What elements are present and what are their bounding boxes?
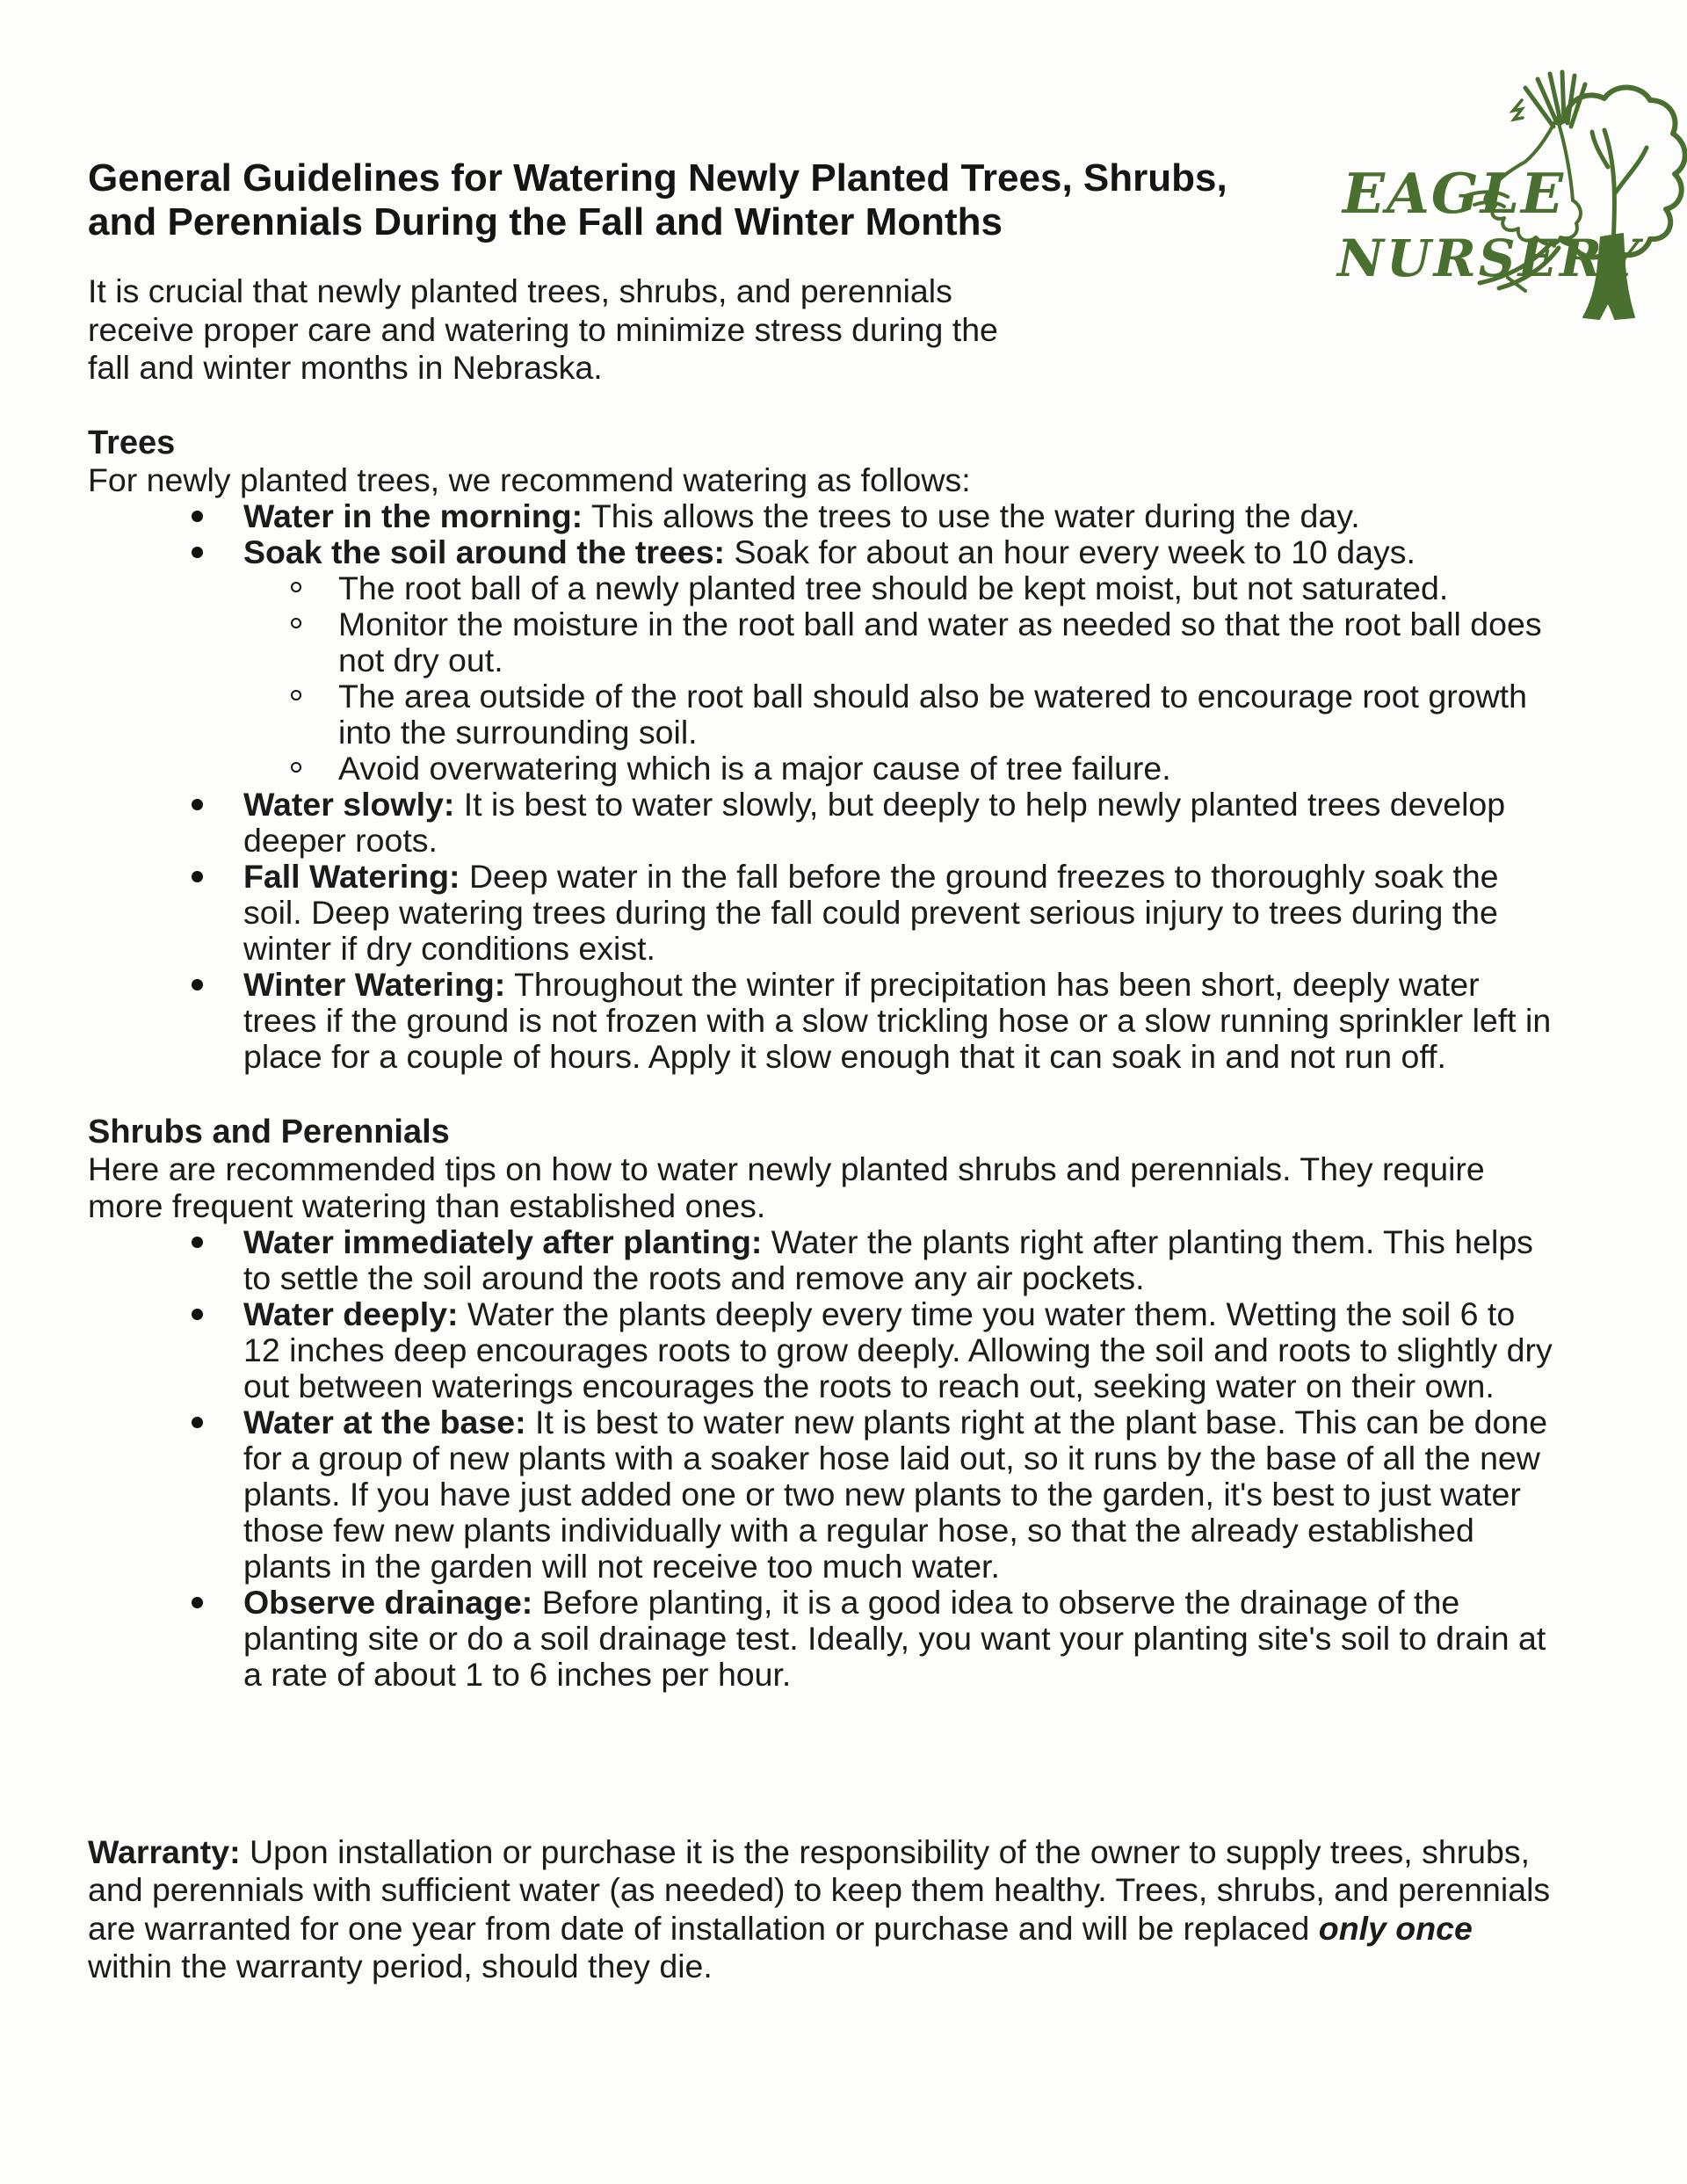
bullet-icon bbox=[192, 511, 203, 522]
eagle-nursery-logo bbox=[1336, 62, 1687, 325]
circle-bullet-icon bbox=[291, 582, 301, 592]
shrubs-bullet-list bbox=[88, 1224, 1555, 1693]
bullet-icon bbox=[192, 871, 203, 882]
sub-list-item bbox=[88, 751, 1555, 787]
sub-bullet-text: The root ball of a newly planted tree should be kept moist, but not saturated. bbox=[338, 569, 1449, 606]
sub-bullet-text: Monitor the moisture in the root ball and water as needed so that the root ball does not dry out. bbox=[338, 605, 1542, 678]
page-title: General Guidelines for Watering Newly Planted Trees, Shrubs, and Perennials During the Fall and Winter Months bbox=[88, 156, 1227, 243]
sub-list-item bbox=[88, 678, 1555, 751]
bullet-text: It is best to water new plants right at the plant base. This can be done for a group of new plants with a soaker hose laid out, so it runs by the base of all the new plants. If you have just added one or two new plants to the garden, it's best to just water those few new plants individually with a regular hose, so that the already established plants in the garden will not receive too much water. bbox=[243, 1403, 1548, 1585]
list-item bbox=[88, 1296, 1555, 1404]
bullet-lead: Water in the morning: bbox=[243, 497, 583, 534]
bullet-lead: Water at the base: bbox=[243, 1403, 526, 1440]
sub-bullet-text: The area outside of the root ball should also be watered to encourage root growth into the surrounding soil. bbox=[338, 677, 1527, 751]
section-heading-shrubs: Shrubs and Perennials bbox=[88, 1113, 450, 1150]
section-shrubs-and-perennials bbox=[88, 1114, 1555, 1693]
list-item bbox=[88, 498, 1555, 534]
bullet-lead: Soak the soil around the trees: bbox=[243, 533, 726, 570]
document-header bbox=[88, 0, 1642, 388]
list-item bbox=[88, 1224, 1555, 1296]
bullet-icon bbox=[192, 1417, 203, 1428]
intro-paragraph: It is crucial that newly planted trees, shrubs, and perennials receive proper care and watering to minimize stress during the fall and winter months in Nebraska. bbox=[88, 272, 998, 386]
section-trees bbox=[88, 424, 1555, 1075]
sub-bullet-text: Avoid overwatering which is a major cause of tree failure. bbox=[338, 749, 1171, 787]
bullet-lead: Observe drainage: bbox=[243, 1583, 533, 1621]
bullet-text: Water the plants deeply every time you water them. Wetting the soil 6 to 12 inches deep encourages roots to grow deeply. Allowing the soil and roots to slightly dry out between waterings encourages the roots to reach out, seeking water on their own. bbox=[243, 1295, 1553, 1404]
bullet-icon bbox=[192, 1309, 203, 1320]
list-item bbox=[88, 859, 1555, 967]
bullet-text: It is best to water slowly, but deeply to help newly planted trees develop deeper roots. bbox=[243, 785, 1506, 859]
bullet-text: Before planting, it is a good idea to observe the drainage of the planting site or do a soil drainage test. Ideally, you want your planting site's soil to drain at a rate of about 1 to 6 inches per hour. bbox=[243, 1583, 1546, 1693]
bullet-text: Soak for about an hour every week to 10 days. bbox=[725, 533, 1415, 570]
list-item bbox=[88, 787, 1555, 859]
bullet-text: This allows the trees to use the water during the day. bbox=[583, 497, 1360, 534]
logo-text-eagle: EAGLE bbox=[1343, 161, 1566, 226]
bullet-lead: Water slowly: bbox=[243, 785, 455, 823]
circle-bullet-icon bbox=[291, 690, 301, 700]
warranty-text-after: within the warranty period, should they die. bbox=[88, 1948, 713, 1984]
sub-list-item bbox=[88, 570, 1555, 606]
circle-bullet-icon bbox=[291, 762, 301, 773]
bullet-text: Throughout the winter if precipitation has been short, deeply water trees if the ground is not frozen with a slow trickling hose or a slow running sprinkler left in place for a couple of hours. Apply it slow enough that it can soak in and not run off. bbox=[243, 965, 1552, 1075]
sub-list-item bbox=[88, 606, 1555, 678]
bullet-icon bbox=[192, 799, 203, 810]
bullet-icon bbox=[192, 1597, 203, 1608]
bullet-lead: Winter Watering: bbox=[243, 965, 506, 1003]
list-item bbox=[88, 1404, 1555, 1585]
trees-bullet-list bbox=[88, 498, 1555, 1075]
shrubs-lead-paragraph: Here are recommended tips on how to water newly planted shrubs and perennials. They require more frequent watering than established ones. bbox=[88, 1150, 1485, 1224]
trees-sub-bullet-list bbox=[88, 570, 1555, 787]
bullet-lead: Water deeply: bbox=[243, 1295, 459, 1332]
circle-bullet-icon bbox=[291, 618, 301, 628]
list-item bbox=[88, 967, 1555, 1075]
bullet-lead: Water immediately after planting: bbox=[243, 1223, 763, 1260]
warranty-text-before: Upon installation or purchase it is the responsibility of the owner to supply trees, shrubs, and perennials with sufficient water (as needed) to keep them healthy. Trees, shrubs, and perennials are warranted for one year from date of installation or purchase and will be replaced bbox=[88, 1832, 1551, 1947]
bullet-lead: Fall Watering: bbox=[243, 857, 460, 895]
list-item bbox=[88, 1585, 1555, 1693]
logo-text-nursery: NURSERY bbox=[1337, 229, 1642, 288]
warranty-emphasis: only once bbox=[1318, 1909, 1473, 1947]
warranty-paragraph bbox=[88, 1833, 1555, 1986]
bullet-icon bbox=[192, 1237, 203, 1248]
bullet-icon bbox=[192, 979, 203, 990]
bullet-icon bbox=[192, 547, 203, 558]
bullet-text: Water the plants right after planting them. This helps to settle the soil around the roots and remove any air pockets. bbox=[243, 1223, 1533, 1296]
section-heading-trees: Trees bbox=[88, 424, 176, 461]
list-item bbox=[88, 534, 1555, 570]
trees-lead-paragraph: For newly planted trees, we recommend watering as follows: bbox=[88, 461, 971, 498]
warranty-lead: Warranty: bbox=[88, 1832, 241, 1870]
bullet-text: Deep water in the fall before the ground freezes to thoroughly soak the soil. Deep watering trees during the fall could prevent serious injury to trees during the winter if dry conditions exist. bbox=[243, 857, 1499, 967]
